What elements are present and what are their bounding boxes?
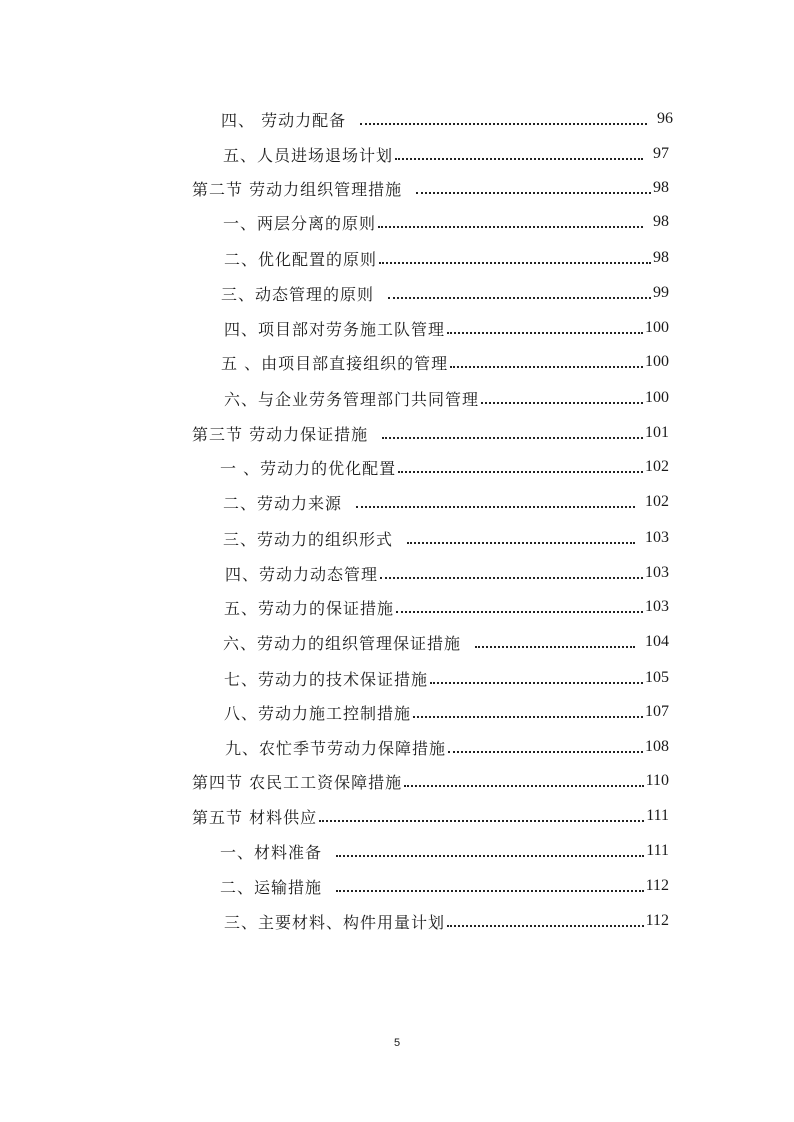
toc-entry-page: 103: [645, 529, 669, 546]
toc-entry-title: 第四节 农民工工资保障措施: [192, 772, 403, 792]
toc-entry[interactable]: [225, 735, 669, 759]
toc-entry-title: 三、主要材料、构件用量计划: [224, 912, 446, 932]
toc-entry-page: 111: [646, 842, 669, 859]
toc-entry-title: 九、农忙季节劳动力保障措施: [225, 738, 447, 758]
toc-dot-leader: [413, 700, 643, 724]
toc-entry[interactable]: [220, 874, 669, 898]
toc-dot-leader: [380, 561, 643, 585]
toc-dot-leader: [447, 909, 644, 933]
toc-entry[interactable]: [192, 804, 669, 828]
toc-entry-title: 四、 劳动力配备: [221, 110, 347, 130]
toc-entry-title: 第五节 材料供应: [192, 807, 318, 827]
toc-entry-page: 98: [653, 249, 669, 266]
toc-dot-leader: [379, 246, 651, 270]
toc-entry[interactable]: [220, 455, 669, 479]
toc-entry[interactable]: [224, 595, 669, 619]
toc-entry-title: 第三节 劳动力保证措施: [192, 424, 369, 444]
toc-entry-page: 112: [645, 912, 669, 929]
toc-dot-leader: [416, 176, 651, 200]
toc-entry-title: 一 、劳动力的优化配置: [220, 458, 397, 478]
toc-entry-title: 五 、由项目部直接组织的管理: [221, 353, 449, 373]
toc-entry-page: 111: [646, 807, 669, 824]
toc-dot-leader: [382, 421, 643, 445]
toc-entry[interactable]: [223, 490, 669, 514]
toc-entry-title: 六、与企业劳务管理部门共同管理: [224, 389, 480, 409]
toc-entry-page: 102: [645, 493, 669, 510]
toc-entry-page: 101: [645, 424, 669, 441]
toc-entry[interactable]: [220, 839, 669, 863]
toc-entry-page: 96: [657, 110, 673, 127]
toc-entry[interactable]: [224, 246, 669, 270]
toc-entry[interactable]: [225, 561, 669, 585]
toc-entry-title: 六、劳动力的组织管理保证措施: [223, 633, 462, 653]
toc-dot-leader: [388, 281, 651, 305]
toc-dot-leader: [396, 595, 643, 619]
toc-entry-page: 104: [645, 633, 669, 650]
toc-entry[interactable]: [224, 316, 669, 340]
toc-entry-page: 100: [645, 389, 669, 406]
toc-entry-page: 103: [645, 564, 669, 581]
toc-dot-leader: [447, 316, 643, 340]
toc-entry-page: 103: [645, 598, 669, 615]
toc-entry-page: 98: [653, 179, 669, 196]
toc-entry-title: 第二节 劳动力组织管理措施: [192, 179, 403, 199]
toc-entry-title: 一、两层分离的原则: [223, 213, 377, 233]
toc-dot-leader: [395, 142, 643, 166]
toc-entry-title: 二、劳动力来源: [223, 493, 343, 513]
toc-entry[interactable]: [192, 176, 669, 200]
toc-entry-title: 五、人员进场退场计划: [223, 145, 394, 165]
toc-dot-leader: [481, 386, 643, 410]
toc-entry-title: 四、劳动力动态管理: [225, 564, 379, 584]
toc-dot-leader: [360, 107, 647, 131]
toc-dot-leader: [356, 490, 635, 514]
toc-dot-leader: [378, 210, 643, 234]
toc-entry-page: 112: [645, 877, 669, 894]
toc-entry-page: 110: [645, 772, 669, 789]
toc-entry-page: 99: [653, 284, 669, 301]
toc-entry-title: 一、材料准备: [220, 842, 323, 862]
toc-entry[interactable]: [223, 210, 669, 234]
toc-entry-page: 108: [645, 738, 669, 755]
toc-dot-leader: [407, 526, 635, 550]
toc-entry[interactable]: [192, 421, 669, 445]
toc-entry-title: 三、动态管理的原则: [221, 284, 375, 304]
toc-entry[interactable]: [224, 909, 669, 933]
toc-entry[interactable]: [192, 769, 669, 793]
toc-dot-leader: [336, 839, 644, 863]
toc-entry[interactable]: [224, 386, 669, 410]
toc-entry-page: 107: [645, 703, 669, 720]
toc-dot-leader: [475, 630, 635, 654]
toc-entry-title: 五、劳动力的保证措施: [224, 598, 395, 618]
toc-entry[interactable]: [221, 107, 673, 131]
toc-entry[interactable]: [221, 281, 669, 305]
toc-entry-title: 三、劳动力的组织形式: [223, 529, 394, 549]
toc-entry-page: 105: [645, 669, 669, 686]
toc-entry-page: 102: [645, 458, 669, 475]
toc-entry[interactable]: [224, 700, 669, 724]
toc-entry-page: 97: [653, 145, 669, 162]
toc-dot-leader: [430, 666, 643, 690]
toc-dot-leader: [398, 455, 643, 479]
toc-dot-leader: [319, 804, 644, 828]
toc-dot-leader: [404, 769, 644, 793]
toc-entry-page: 98: [653, 213, 669, 230]
toc-dot-leader: [448, 735, 643, 759]
toc-entry[interactable]: [224, 666, 669, 690]
toc-entry[interactable]: [221, 350, 669, 374]
toc-entry[interactable]: [223, 526, 669, 550]
toc-entry-title: 七、劳动力的技术保证措施: [224, 669, 429, 689]
toc-dot-leader: [336, 874, 644, 898]
toc-dot-leader: [450, 350, 643, 374]
page-number: 5: [393, 1037, 401, 1049]
toc-entry-title: 四、项目部对劳务施工队管理: [224, 319, 446, 339]
toc-entry-page: 100: [645, 353, 669, 370]
toc-entry-title: 二、优化配置的原则: [224, 249, 378, 269]
toc-entry[interactable]: [223, 142, 669, 166]
toc-entry[interactable]: [223, 630, 669, 654]
toc-entry-title: 二、运输措施: [220, 877, 323, 897]
toc-entry-page: 100: [645, 319, 669, 336]
toc-entry-title: 八、劳动力施工控制措施: [224, 703, 412, 723]
